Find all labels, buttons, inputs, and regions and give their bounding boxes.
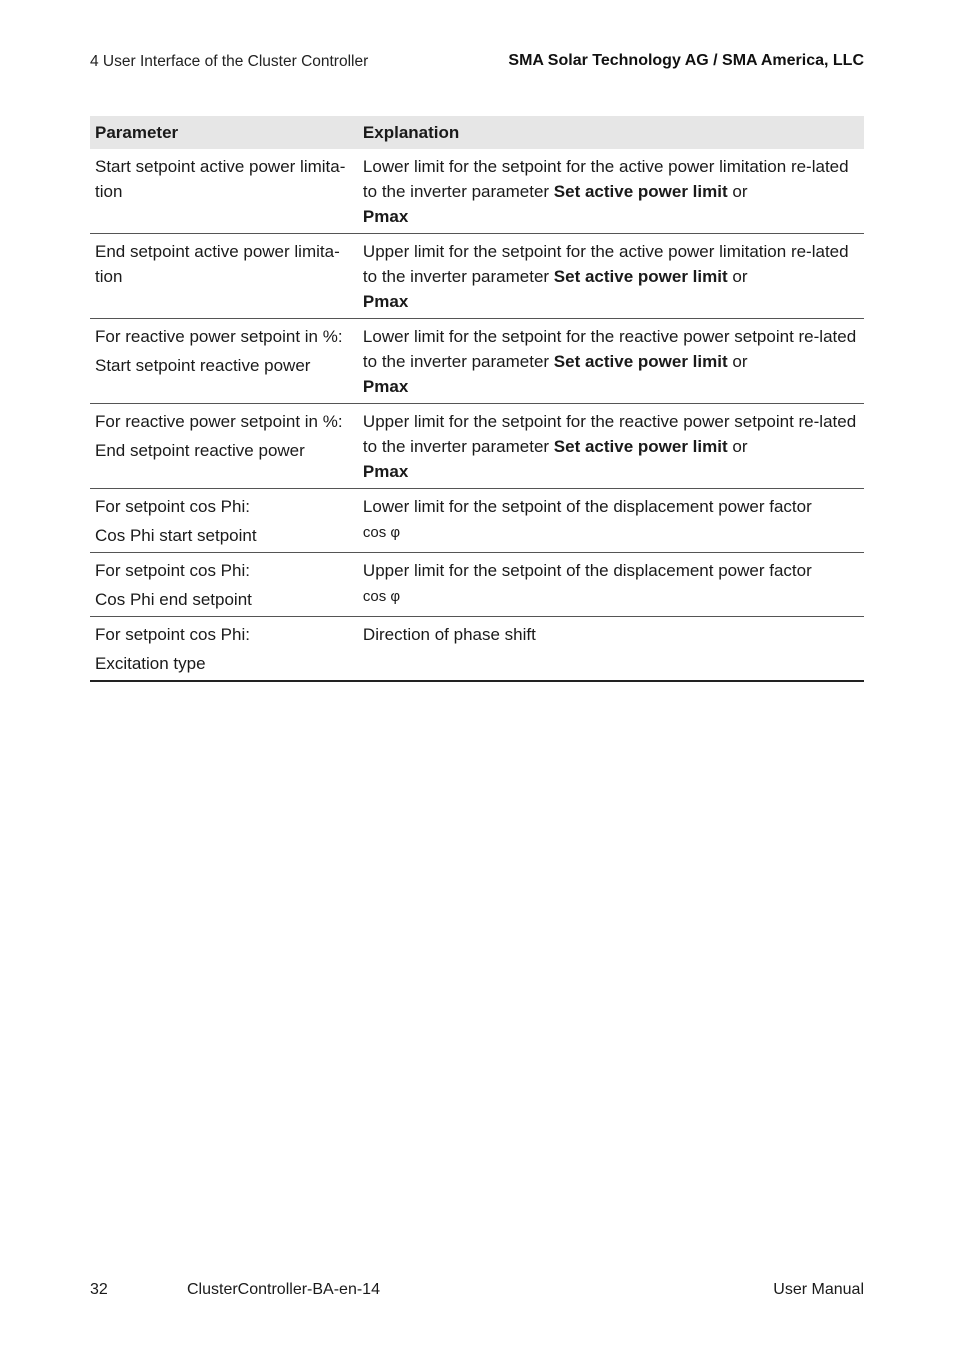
explanation-cell <box>358 319 864 404</box>
parameter-condition: For setpoint cos Phi: <box>95 625 250 644</box>
parameter-cell <box>90 489 358 553</box>
column-header-parameter: Parameter <box>90 116 358 149</box>
parameter-reference: Set active power limit <box>553 182 728 201</box>
table-header-row <box>90 116 864 149</box>
table-row <box>90 404 864 489</box>
explanation-cell <box>358 404 864 489</box>
table-row <box>90 489 864 553</box>
parameter-cell <box>90 404 358 489</box>
parameter-reference: Set active power limit <box>553 437 728 456</box>
table-row <box>90 149 864 234</box>
explanation-text: Lower limit for the setpoint for the active power limitation re-lated to the inverter parameter <box>362 157 849 201</box>
parameter-name: Excitation type <box>95 654 206 673</box>
parameter-table <box>90 116 864 682</box>
cos-phi-symbol: cos φ <box>362 524 401 541</box>
parameter-condition: For reactive power setpoint in %: <box>95 412 343 431</box>
table-row <box>90 319 864 404</box>
footer-document-id: ClusterController-BA-en-14 <box>187 1281 380 1298</box>
explanation-cell <box>358 617 864 682</box>
explanation-text: Lower limit for the setpoint for the reactive power setpoint re-lated to the inverter parameter <box>362 327 857 371</box>
parameter-name: Start setpoint reactive power <box>95 356 311 375</box>
explanation-text: Upper limit for the setpoint for the active power limitation re-lated to the inverter parameter <box>362 242 849 286</box>
parameter-name: Start setpoint active power limita-tion <box>95 157 346 201</box>
parameter-reference: Pmax <box>362 292 409 311</box>
column-header-explanation: Explanation <box>358 116 864 149</box>
table-row <box>90 617 864 682</box>
explanation-text: Upper limit for the setpoint for the reactive power setpoint re-lated to the inverter parameter <box>362 412 857 456</box>
parameter-reference: Set active power limit <box>553 267 728 286</box>
explanation-cell <box>358 234 864 319</box>
parameter-name: End setpoint reactive power <box>95 441 305 460</box>
parameter-name: Cos Phi start setpoint <box>95 526 257 545</box>
footer-document-type: User Manual <box>773 1281 864 1298</box>
explanation-connector: or <box>727 437 748 456</box>
header-chapter-title: 4 User Interface of the Cluster Controller <box>90 53 369 70</box>
parameter-cell <box>90 319 358 404</box>
parameter-condition: For setpoint cos Phi: <box>95 561 250 580</box>
parameter-name: Cos Phi end setpoint <box>95 590 252 609</box>
parameter-cell <box>90 617 358 682</box>
table-row <box>90 234 864 319</box>
explanation-text: Upper limit for the setpoint of the displacement power factor <box>362 561 812 580</box>
cos-phi-symbol: cos φ <box>362 588 401 605</box>
parameter-cell <box>90 149 358 234</box>
explanation-connector: or <box>727 352 748 371</box>
header-company-name: SMA Solar Technology AG / SMA America, LLC <box>508 52 864 69</box>
explanation-text: Direction of phase shift <box>362 625 536 644</box>
parameter-cell <box>90 234 358 319</box>
table-row <box>90 553 864 617</box>
parameter-cell <box>90 553 358 617</box>
footer-page-number: 32 <box>90 1281 108 1298</box>
explanation-cell <box>358 553 864 617</box>
explanation-cell <box>358 149 864 234</box>
explanation-cell <box>358 489 864 553</box>
parameter-reference: Pmax <box>362 462 409 481</box>
parameter-reference: Set active power limit <box>553 352 728 371</box>
parameter-condition: For reactive power setpoint in %: <box>95 327 343 346</box>
explanation-connector: or <box>727 182 748 201</box>
parameter-name: End setpoint active power limita-tion <box>95 242 340 286</box>
explanation-text: Lower limit for the setpoint of the displacement power factor <box>362 497 812 516</box>
explanation-connector: or <box>727 267 748 286</box>
parameter-reference: Pmax <box>362 377 409 396</box>
parameter-condition: For setpoint cos Phi: <box>95 497 250 516</box>
parameter-reference: Pmax <box>362 207 409 226</box>
